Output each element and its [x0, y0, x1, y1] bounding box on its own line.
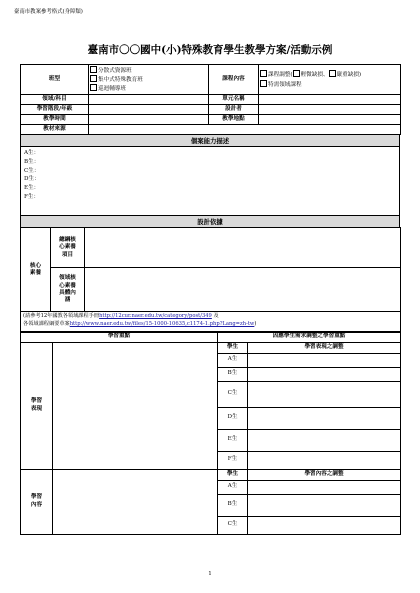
student-cell: B生: [218, 367, 248, 381]
general-core-label: 總綱核心素養項目: [51, 228, 85, 268]
place-label: 教學地點: [209, 115, 259, 125]
student-column-header: 學生: [218, 342, 248, 353]
checkbox-icon[interactable]: [260, 80, 267, 87]
time-field[interactable]: [89, 115, 209, 125]
class-type-option[interactable]: 集中式特殊教育班: [90, 75, 207, 84]
student-cell: A生: [218, 480, 248, 494]
stage-field[interactable]: [89, 105, 209, 115]
domain-label: 領域/科目: [21, 95, 89, 105]
content-adjust-field[interactable]: [248, 516, 401, 534]
material-field[interactable]: [89, 125, 401, 135]
design-table: [20, 227, 401, 332]
student-line: B生：: [24, 158, 40, 165]
performance-adjust-field[interactable]: [248, 451, 401, 469]
performance-adjust-field[interactable]: [248, 407, 401, 429]
reference-note: (請參考12年國教各領域課程手冊http://12cur.naer.edu.tw/category/post/349 及 各領域課程綱要草案http://www.naer.edu.tw/files/15-1000-10635,c1174-1.php?Lang=zh-tw): [21, 312, 401, 332]
ability-table: [20, 134, 400, 228]
unit-label: 單元名稱: [209, 95, 259, 105]
student-cell: C生: [218, 516, 248, 534]
class-type-label: 班型: [21, 65, 89, 95]
class-type-options: [89, 65, 209, 95]
performance-adjust-field[interactable]: [248, 353, 401, 367]
checkbox-icon[interactable]: [90, 84, 97, 91]
adjusted-focus-header: 因應學生需求調整之學習重點: [218, 332, 401, 342]
student-cell: A生: [218, 353, 248, 367]
course-content-label: 課程內容: [209, 65, 259, 95]
curriculum-handbook-link[interactable]: http://12cur.naer.edu.tw/category/post/349: [99, 313, 212, 320]
student-line: E生：: [24, 184, 40, 191]
page-number: 1: [208, 571, 212, 577]
student-line: A生：: [24, 150, 40, 157]
designer-label: 設計者: [209, 105, 259, 115]
unit-field[interactable]: [259, 95, 401, 105]
page-title: 臺南市〇〇國中(小)特殊教育學生教學方案/活動示例: [87, 44, 333, 56]
student-line: C生：: [24, 167, 40, 174]
student-cell: E生: [218, 429, 248, 451]
student-column-header: 學生: [218, 469, 248, 480]
performance-adjust-field[interactable]: [248, 381, 401, 407]
core-literacy-label: 核心素養: [21, 228, 51, 312]
learning-performance-label: 學習表現: [21, 342, 53, 469]
ability-field[interactable]: [21, 147, 400, 216]
learning-content-field[interactable]: [53, 469, 218, 534]
student-line: D生：: [24, 176, 40, 183]
lesson-plan-form: [20, 64, 400, 535]
checkbox-icon[interactable]: [293, 70, 300, 77]
class-type-option[interactable]: 巡迴輔導班: [90, 84, 207, 93]
time-label: 教學時間: [21, 115, 89, 125]
learning-performance-field[interactable]: [53, 342, 218, 469]
checkbox-icon[interactable]: [329, 70, 336, 77]
class-type-option[interactable]: 分散式資源班: [90, 66, 207, 75]
domain-core-label: 領域核心素養具體內涵: [51, 268, 85, 312]
content-adjust-header: 學習內容之調整: [248, 469, 401, 480]
course-content-options: [259, 65, 401, 95]
student-cell: F生: [218, 451, 248, 469]
performance-adjust-header: 學習表現之調整: [248, 342, 401, 353]
header-note: 臺南市教案參考格式(身障類): [14, 9, 83, 15]
checkbox-icon[interactable]: [90, 75, 97, 82]
content-adjust-field[interactable]: [248, 480, 401, 494]
place-field[interactable]: [259, 115, 401, 125]
learning-focus-header: 學習重點: [21, 332, 218, 342]
material-label: 教材來源: [21, 125, 89, 135]
course-content-option[interactable]: 課程調整( 輕微缺損、 嚴重缺損): [260, 70, 399, 79]
basic-info-table: [20, 64, 401, 135]
student-line: F生：: [24, 193, 40, 200]
student-cell: D生: [218, 407, 248, 429]
course-content-option[interactable]: 特需領域課程: [260, 80, 399, 89]
curriculum-draft-link[interactable]: http://www.naer.edu.tw/files/15-1000-10635,c1174-1.php?Lang=zh-tw: [69, 321, 255, 328]
learning-content-label: 學習內容: [21, 469, 53, 534]
checkbox-icon[interactable]: [90, 66, 97, 73]
domain-core-field[interactable]: [85, 268, 401, 312]
ability-section-title: 個案能力描述: [21, 135, 400, 147]
learning-focus-table: [20, 332, 401, 535]
general-core-field[interactable]: [85, 228, 401, 268]
content-adjust-field[interactable]: [248, 494, 401, 516]
stage-label: 學習階段/年級: [21, 105, 89, 115]
student-cell: C生: [218, 381, 248, 407]
performance-adjust-field[interactable]: [248, 429, 401, 451]
student-cell: B生: [218, 494, 248, 516]
performance-adjust-field[interactable]: [248, 367, 401, 381]
design-section-title: 設計依據: [21, 216, 400, 228]
domain-field[interactable]: [89, 95, 209, 105]
checkbox-icon[interactable]: [260, 70, 267, 77]
designer-field[interactable]: [259, 105, 401, 115]
